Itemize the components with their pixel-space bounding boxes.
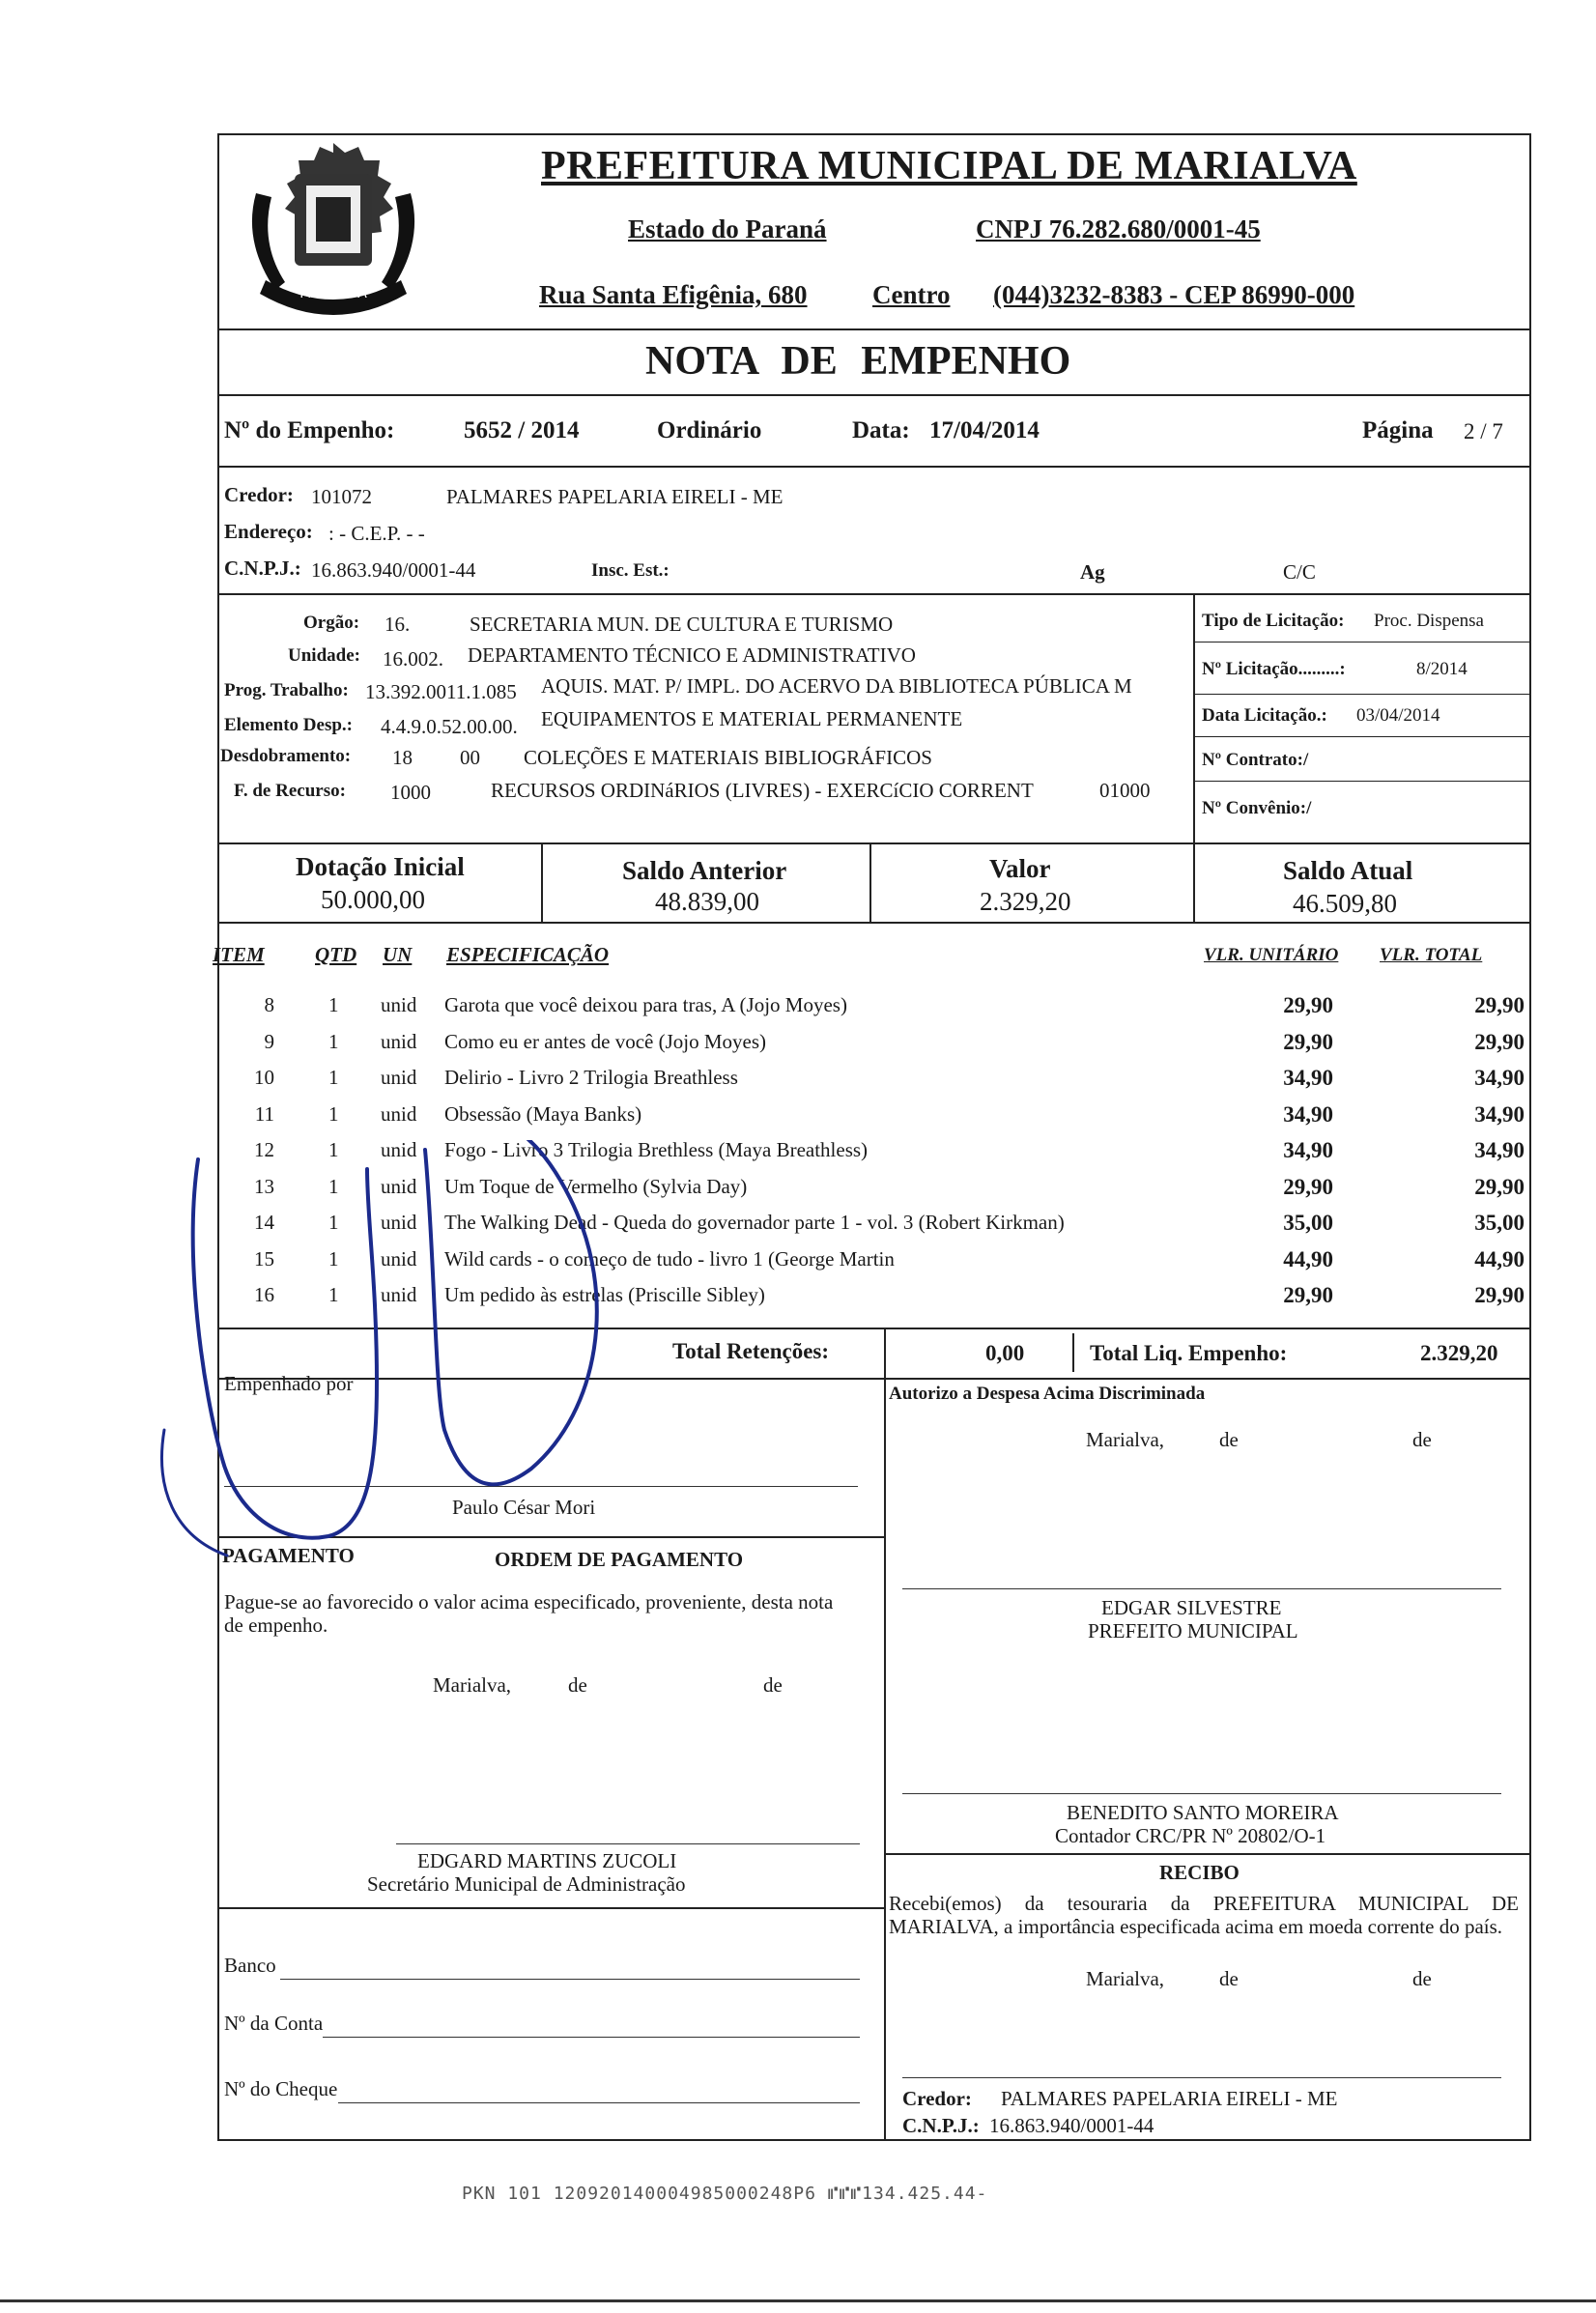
item-spec: Um pedido às estrelas (Priscille Sibley) <box>444 1283 765 1306</box>
item-qty: 1 <box>328 1211 339 1234</box>
contador-title: Contador CRC/PR Nº 20802/O-1 <box>1055 1824 1326 1847</box>
credor-name: PALMARES PAPELARIA EIRELI - ME <box>446 485 784 508</box>
item-unit: unid <box>381 1246 417 1271</box>
recibo-de2: de <box>1412 1967 1432 1990</box>
district-label: Centro <box>872 280 951 309</box>
item-number: 14 <box>254 1211 274 1234</box>
recibo-credor-name: PALMARES PAPELARIA EIRELI - ME <box>1001 2087 1338 2110</box>
item-unit-value: 29,90 <box>1283 993 1333 1017</box>
address-field-label: Endereço: <box>224 520 313 543</box>
item-unit: unid <box>381 993 417 1016</box>
autorizo-de2: de <box>1412 1428 1432 1451</box>
contador-name: BENEDITO SANTO MOREIRA <box>1067 1801 1339 1824</box>
item-qty: 1 <box>328 993 339 1016</box>
insc-est-label: Insc. Est.: <box>591 560 670 581</box>
saldo-anterior-value: 48.839,00 <box>655 887 759 916</box>
item-unit-value: 29,90 <box>1283 1029 1333 1054</box>
phone-cep-label: (044)3232-8383 - CEP 86990-000 <box>993 280 1355 309</box>
autorizo-de1: de <box>1219 1428 1239 1451</box>
item-spec: Fogo - Livro 3 Trilogia Brethless (Maya Breathless) <box>444 1138 869 1161</box>
item-spec: Como eu er antes de você (Jojo Moyes) <box>444 1029 766 1053</box>
saldo-anterior-label: Saldo Anterior <box>622 856 787 885</box>
col-total-value: VLR. TOTAL <box>1380 945 1483 965</box>
item-qty: 1 <box>328 1174 339 1198</box>
item-unit-value: 35,00 <box>1283 1211 1333 1235</box>
elemento-label: Elemento Desp.: <box>224 715 353 735</box>
recibo-text: Recebi(emos) da tesouraria da PREFEITURA MUNICIPAL DE MARIALVA, a importância especificada acima em moeda corrente do país. <box>889 1892 1519 1938</box>
item-qty: 1 <box>328 1283 339 1306</box>
cnpj-label: CNPJ 76.282.680/0001-45 <box>976 214 1261 243</box>
empenho-label: Nº do Empenho: <box>224 417 395 443</box>
prog-name: AQUIS. MAT. P/ IMPL. DO ACERVO DA BIBLIOTECA PÚBLICA M <box>541 674 1132 698</box>
col-un: UN <box>383 943 413 966</box>
item-spec: Obsessão (Maya Banks) <box>444 1101 642 1126</box>
ag-label: Ag <box>1080 560 1105 584</box>
conta-label: Nº da Conta <box>224 2012 324 2035</box>
orgao-code: 16. <box>385 613 411 636</box>
doc-title: NOTA DE EMPENHO <box>645 339 1071 384</box>
ordem-de1: de <box>568 1673 587 1697</box>
retencoes-label: Total Retenções: <box>672 1339 830 1363</box>
item-number: 13 <box>254 1174 274 1198</box>
state-label: Estado do Paraná <box>628 214 827 243</box>
dotacao-label: Dotação Inicial <box>296 852 465 881</box>
prefeito-title: PREFEITO MUNICIPAL <box>1088 1619 1298 1642</box>
recibo-credor-label: Credor: <box>902 2087 972 2110</box>
item-unit: unid <box>381 1174 417 1198</box>
empenhado-name: Paulo César Mori <box>452 1496 596 1519</box>
item-qty: 1 <box>328 1138 339 1161</box>
item-unit-value: 34,90 <box>1283 1066 1333 1090</box>
valor-value: 2.329,20 <box>980 887 1071 916</box>
credor-code: 101072 <box>311 485 372 508</box>
item-total-value: 29,90 <box>1474 1174 1525 1199</box>
item-number: 8 <box>264 993 274 1016</box>
empenho-number: 5652 / 2014 <box>464 417 580 443</box>
ordem-pagamento-label: ORDEM DE PAGAMENTO <box>495 1548 744 1571</box>
num-licitacao: 8/2014 <box>1416 659 1468 679</box>
item-unit-value: 34,90 <box>1283 1101 1333 1127</box>
prefeito-name: EDGAR SILVESTRE <box>1101 1596 1282 1619</box>
valor-label: Valor <box>989 854 1051 883</box>
item-number: 16 <box>254 1283 274 1306</box>
ordem-city: Marialva, <box>433 1673 512 1697</box>
contrato-label: Nº Contrato:/ <box>1202 750 1309 770</box>
liq-empenho-label: Total Liq. Empenho: <box>1090 1341 1288 1365</box>
item-total-value: 34,90 <box>1474 1138 1525 1162</box>
tipo-licitacao-label: Tipo de Licitação: <box>1202 611 1345 631</box>
address-field-value: : - C.E.P. - - <box>328 522 425 545</box>
recibo-city: Marialva, <box>1086 1967 1165 1990</box>
coat-of-arms-logo <box>237 135 430 333</box>
recurso-label: F. de Recurso: <box>234 781 346 801</box>
item-unit: unid <box>381 1101 417 1126</box>
recibo-label: RECIBO <box>1159 1861 1240 1884</box>
recibo-de1: de <box>1219 1967 1239 1990</box>
item-spec: Um Toque de Vermelho (Sylvia Day) <box>444 1174 748 1198</box>
credor-label: Credor: <box>224 483 294 506</box>
item-unit: unid <box>381 1066 417 1089</box>
item-number: 15 <box>254 1246 274 1271</box>
item-total-value: 34,90 <box>1474 1066 1525 1090</box>
recurso-name: RECURSOS ORDINáRIOS (LIVRES) - EXERCíCIO CORRENT <box>491 779 1034 802</box>
recibo-cnpj-label: C.N.P.J.: <box>902 2114 980 2137</box>
handwritten-signature <box>145 1140 705 1565</box>
banco-label: Banco <box>224 1954 276 1977</box>
tipo-licitacao: Proc. Dispensa <box>1374 611 1484 631</box>
item-qty: 1 <box>328 1066 339 1089</box>
item-unit: unid <box>381 1283 417 1306</box>
item-qty: 1 <box>328 1101 339 1126</box>
unidade-label: Unidade: <box>288 645 360 666</box>
table-row <box>0 993 1596 1028</box>
col-spec: ESPECIFICAÇÃO <box>446 943 610 966</box>
secretario-title: Secretário Municipal de Administração <box>367 1872 686 1896</box>
credor-cnpj: 16.863.940/0001-44 <box>311 558 476 582</box>
table-row <box>0 1066 1596 1100</box>
item-unit: unid <box>381 1211 417 1234</box>
data-licitacao-label: Data Licitação.: <box>1202 705 1327 726</box>
desdobramento-code: 18 <box>392 746 413 769</box>
page-label: Página <box>1362 417 1434 443</box>
unidade-name: DEPARTAMENTO TÉCNICO E ADMINISTRATIVO <box>468 643 916 667</box>
saldo-atual-value: 46.509,80 <box>1293 889 1397 918</box>
item-qty: 1 <box>328 1029 339 1053</box>
desdobramento-label: Desdobramento: <box>220 746 352 766</box>
autorizo-label: Autorizo a Despesa Acima Discriminada <box>889 1384 1206 1404</box>
empenhado-label: Empenhado por <box>224 1372 354 1395</box>
dotacao-value: 50.000,00 <box>321 885 425 914</box>
orgao-name: SECRETARIA MUN. DE CULTURA E TURISMO <box>470 613 894 636</box>
cheque-label: Nº do Cheque <box>224 2077 338 2100</box>
item-spec: Delirio - Livro 2 Trilogia Breathless <box>444 1066 738 1089</box>
recurso-code: 1000 <box>390 781 431 804</box>
autorizo-city: Marialva, <box>1086 1428 1165 1451</box>
item-unit: unid <box>381 1029 417 1053</box>
item-unit-value: 29,90 <box>1283 1283 1333 1307</box>
item-number: 11 <box>254 1101 274 1126</box>
item-number: 9 <box>264 1029 274 1053</box>
credor-cnpj-label: C.N.P.J.: <box>224 557 301 580</box>
page-number: 2 / 7 <box>1464 419 1503 443</box>
col-unit-value: VLR. UNITÁRIO <box>1204 945 1339 965</box>
pagamento-label: PAGAMENTO <box>222 1544 355 1567</box>
item-number: 12 <box>254 1138 274 1161</box>
prefecture-title: PREFEITURA MUNICIPAL DE MARIALVA <box>541 144 1357 188</box>
item-spec: The Walking Dead - Queda do governador parte 1 - vol. 3 (Robert Kirkman) <box>444 1211 1065 1234</box>
item-spec: Garota que você deixou para tras, A (Jojo Moyes) <box>444 993 847 1016</box>
table-row <box>0 1102 1596 1137</box>
pague-se-text: Pague-se ao favorecido o valor acima especificado, proveniente, desta nota de empenho. <box>224 1590 834 1637</box>
data-licitacao: 03/04/2014 <box>1356 705 1440 726</box>
col-qtd: QTD <box>315 943 357 966</box>
item-number: 10 <box>254 1066 274 1089</box>
item-total-value: 35,00 <box>1474 1211 1525 1235</box>
saldo-atual-label: Saldo Atual <box>1283 856 1413 885</box>
empenho-type: Ordinário <box>657 417 762 443</box>
orgao-label: Orgão: <box>303 613 360 633</box>
item-spec: Wild cards - o começo de tudo - livro 1 (George Martin <box>444 1246 895 1271</box>
secretario-name: EDGARD MARTINS ZUCOLI <box>417 1849 677 1872</box>
unidade-code: 16.002. <box>383 647 443 671</box>
item-unit-value: 44,90 <box>1283 1246 1333 1271</box>
machine-code: PKN 101 120920140004985000248P6 ⑈⑈⑈134.425.44- <box>462 2184 988 2204</box>
cc-label: C/C <box>1283 560 1316 584</box>
item-unit-value: 34,90 <box>1283 1138 1333 1162</box>
convenio-label: Nº Convênio:/ <box>1202 798 1312 818</box>
desdobramento-name: COLEÇÕES E MATERIAIS BIBLIOGRÁFICOS <box>524 746 932 769</box>
prog-label: Prog. Trabalho: <box>224 680 349 700</box>
item-total-value: 44,90 <box>1474 1246 1525 1271</box>
desdobramento-sub: 00 <box>460 746 480 769</box>
ordem-de2: de <box>763 1673 783 1697</box>
liq-empenho-value: 2.329,20 <box>1420 1341 1498 1365</box>
retencoes-value: 0,00 <box>985 1341 1025 1365</box>
svg-text:MARIALVA: MARIALVA <box>299 286 367 301</box>
empenho-date-label: Data: <box>852 417 910 443</box>
item-total-value: 29,90 <box>1474 1029 1525 1054</box>
empenho-date: 17/04/2014 <box>929 417 1040 443</box>
elemento-code: 4.4.9.0.52.00.00. <box>381 715 518 738</box>
address-label: Rua Santa Efigênia, 680 <box>539 280 808 309</box>
elemento-name: EQUIPAMENTOS E MATERIAL PERMANENTE <box>541 707 963 730</box>
num-licitacao-label: Nº Licitação.........: <box>1202 659 1346 679</box>
item-qty: 1 <box>328 1246 339 1271</box>
item-unit: unid <box>381 1138 417 1161</box>
recurso-number: 01000 <box>1099 779 1151 802</box>
col-item: ITEM <box>213 943 265 966</box>
prog-code: 13.392.0011.1.085 <box>365 680 517 703</box>
recibo-cnpj: 16.863.940/0001-44 <box>989 2114 1154 2137</box>
item-total-value: 29,90 <box>1474 1283 1525 1307</box>
table-row <box>0 1030 1596 1065</box>
item-total-value: 34,90 <box>1474 1101 1525 1127</box>
item-unit-value: 29,90 <box>1283 1174 1333 1199</box>
item-total-value: 29,90 <box>1474 993 1525 1017</box>
